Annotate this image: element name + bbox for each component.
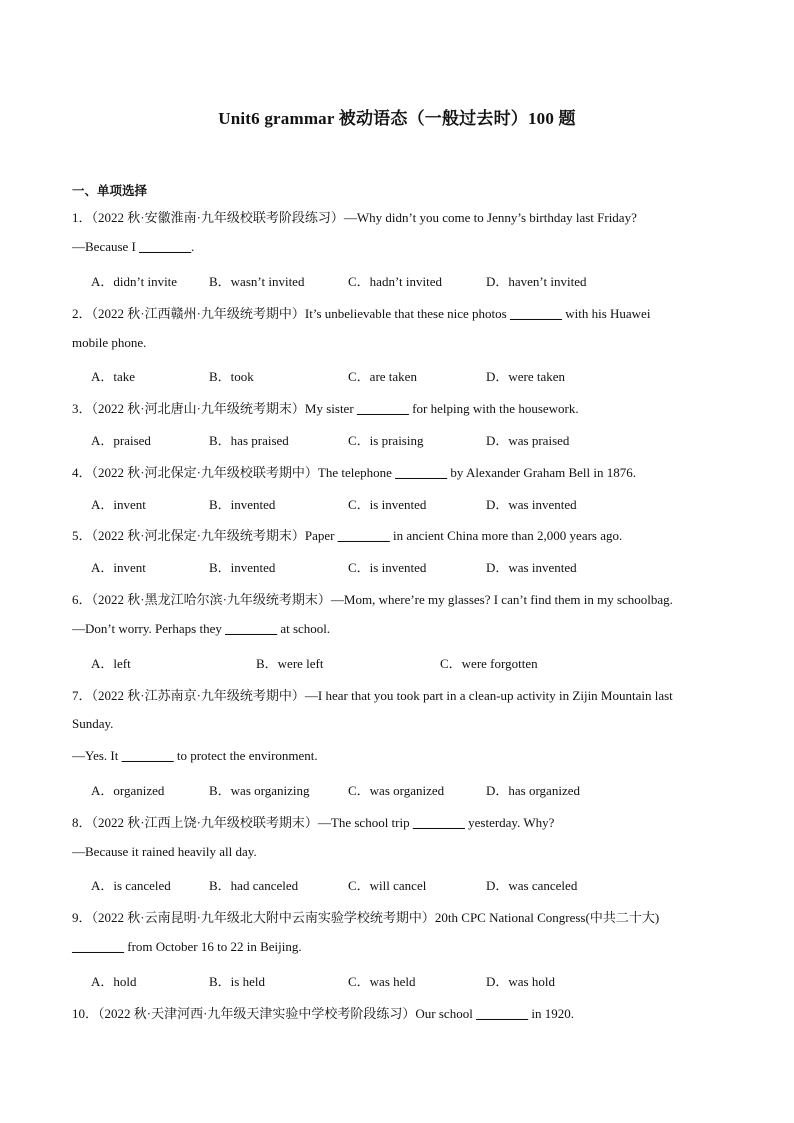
question-6-line2: —Don’t worry. Perhaps they ________ at school. xyxy=(72,621,331,636)
question-3-option-b: B．has praised xyxy=(209,433,289,448)
question-2-cont: mobile phone. xyxy=(72,335,147,350)
answer-blank: ________ xyxy=(337,528,390,543)
answer-blank: ________ xyxy=(356,401,409,416)
question-1-line2: —Because I ________. xyxy=(72,239,195,254)
answer-blank: ________ xyxy=(476,1006,529,1021)
question-1-stem: 1．（2022 秋·安徽淮南·九年级校联考阶段练习）—Why didn’t you come to Jenny’s birthday last Friday? xyxy=(72,210,637,225)
question-5-stem: 5．（2022 秋·河北保定·九年级统考期末）Paper ________ in ancient China more than 2,000 years ago. xyxy=(72,528,623,543)
question-10-stem: 10．（2022 秋·天津河西·九年级天津实验中学校考阶段练习）Our school ________ in 1920. xyxy=(72,1006,574,1021)
question-9-stem: 9．（2022 秋·云南昆明·九年级北大附中云南实验学校统考期中）20th CPC National Congress(中共二十大) xyxy=(72,910,660,925)
question-2-stem: 2．（2022 秋·江西赣州·九年级统考期中）It’s unbelievable that these nice photos ________ with his Huawei xyxy=(72,306,651,321)
question-2-option-d: D．were taken xyxy=(486,369,566,384)
question-1-option-b: B．wasn’t invited xyxy=(209,274,305,289)
question-6-option-c: C．were forgotten xyxy=(440,656,538,671)
question-8-stem: 8．（2022 秋·江西上饶·九年级校联考期末）—The school trip ________ yesterday. Why? xyxy=(72,815,555,830)
question-1-option-c: C．hadn’t invited xyxy=(348,274,443,289)
question-3-option-a: A．praised xyxy=(91,433,151,448)
question-4-option-a: A．invent xyxy=(91,497,146,512)
question-2-option-a: A．take xyxy=(91,369,136,384)
question-9-option-c: C．was held xyxy=(348,974,416,989)
question-3-option-c: C．is praising xyxy=(348,433,424,448)
question-6-option-b: B．were left xyxy=(256,656,324,671)
question-6-stem: 6．（2022 秋·黑龙江哈尔滨·九年级统考期末）—Mom, where’re my glasses? I can’t find them in my schoolbag. xyxy=(72,592,673,607)
question-5-option-d: D．was invented xyxy=(486,560,577,575)
section-heading: 一、单项选择 xyxy=(72,184,148,198)
page-title: Unit6 grammar 被动语态（一般过去时）100 题 xyxy=(218,109,576,128)
question-9-option-a: A．hold xyxy=(91,974,137,989)
question-2-option-c: C．are taken xyxy=(348,369,417,384)
answer-blank: ________ xyxy=(139,239,192,254)
question-6-option-a: A．left xyxy=(91,656,131,671)
answer-blank: ________ xyxy=(412,815,465,830)
question-9-option-d: D．was hold xyxy=(486,974,555,989)
question-8-option-a: A．is canceled xyxy=(91,878,171,893)
question-2-option-b: B．took xyxy=(209,369,254,384)
question-9-option-b: B．is held xyxy=(209,974,265,989)
question-4-option-c: C．is invented xyxy=(348,497,427,512)
answer-blank: ________ xyxy=(395,465,448,480)
question-4-stem: 4．（2022 秋·河北保定·九年级校联考期中）The telephone ________ by Alexander Graham Bell in 1876. xyxy=(72,465,636,480)
question-7-option-a: A．organized xyxy=(91,783,165,798)
question-5-option-b: B．invented xyxy=(209,560,276,575)
question-8-option-d: D．was canceled xyxy=(486,878,578,893)
question-3-stem: 3．（2022 秋·河北唐山·九年级统考期末）My sister ________ for helping with the housework. xyxy=(72,401,579,416)
question-4-option-d: D．was invented xyxy=(486,497,577,512)
answer-blank: ________ xyxy=(225,621,278,636)
question-7-option-b: B．was organizing xyxy=(209,783,310,798)
question-8-cont: —Because it rained heavily all day. xyxy=(72,844,257,859)
question-7-option-d: D．has organized xyxy=(486,783,580,798)
question-7-option-c: C．was organized xyxy=(348,783,445,798)
question-1-option-d: D．haven’t invited xyxy=(486,274,587,289)
answer-blank: ________ xyxy=(121,748,174,763)
answer-blank: ________ xyxy=(509,306,562,321)
question-5-option-a: A．invent xyxy=(91,560,146,575)
question-7-cont: Sunday. xyxy=(72,716,114,731)
question-7-stem: 7．（2022 秋·江苏南京·九年级统考期中）—I hear that you took part in a clean-up activity in Zijin Mountain last xyxy=(72,688,673,703)
question-8-option-c: C．will cancel xyxy=(348,878,427,893)
question-9-line2: ________ from October 16 to 22 in Beijing. xyxy=(72,939,302,954)
question-3-option-d: D．was praised xyxy=(486,433,570,448)
question-1-option-a: A．didn’t invite xyxy=(91,274,178,289)
answer-blank: ________ xyxy=(72,939,124,954)
question-4-option-b: B．invented xyxy=(209,497,276,512)
question-8-option-b: B．had canceled xyxy=(209,878,299,893)
question-7-line3: —Yes. It ________ to protect the environment. xyxy=(72,748,318,763)
question-5-option-c: C．is invented xyxy=(348,560,427,575)
